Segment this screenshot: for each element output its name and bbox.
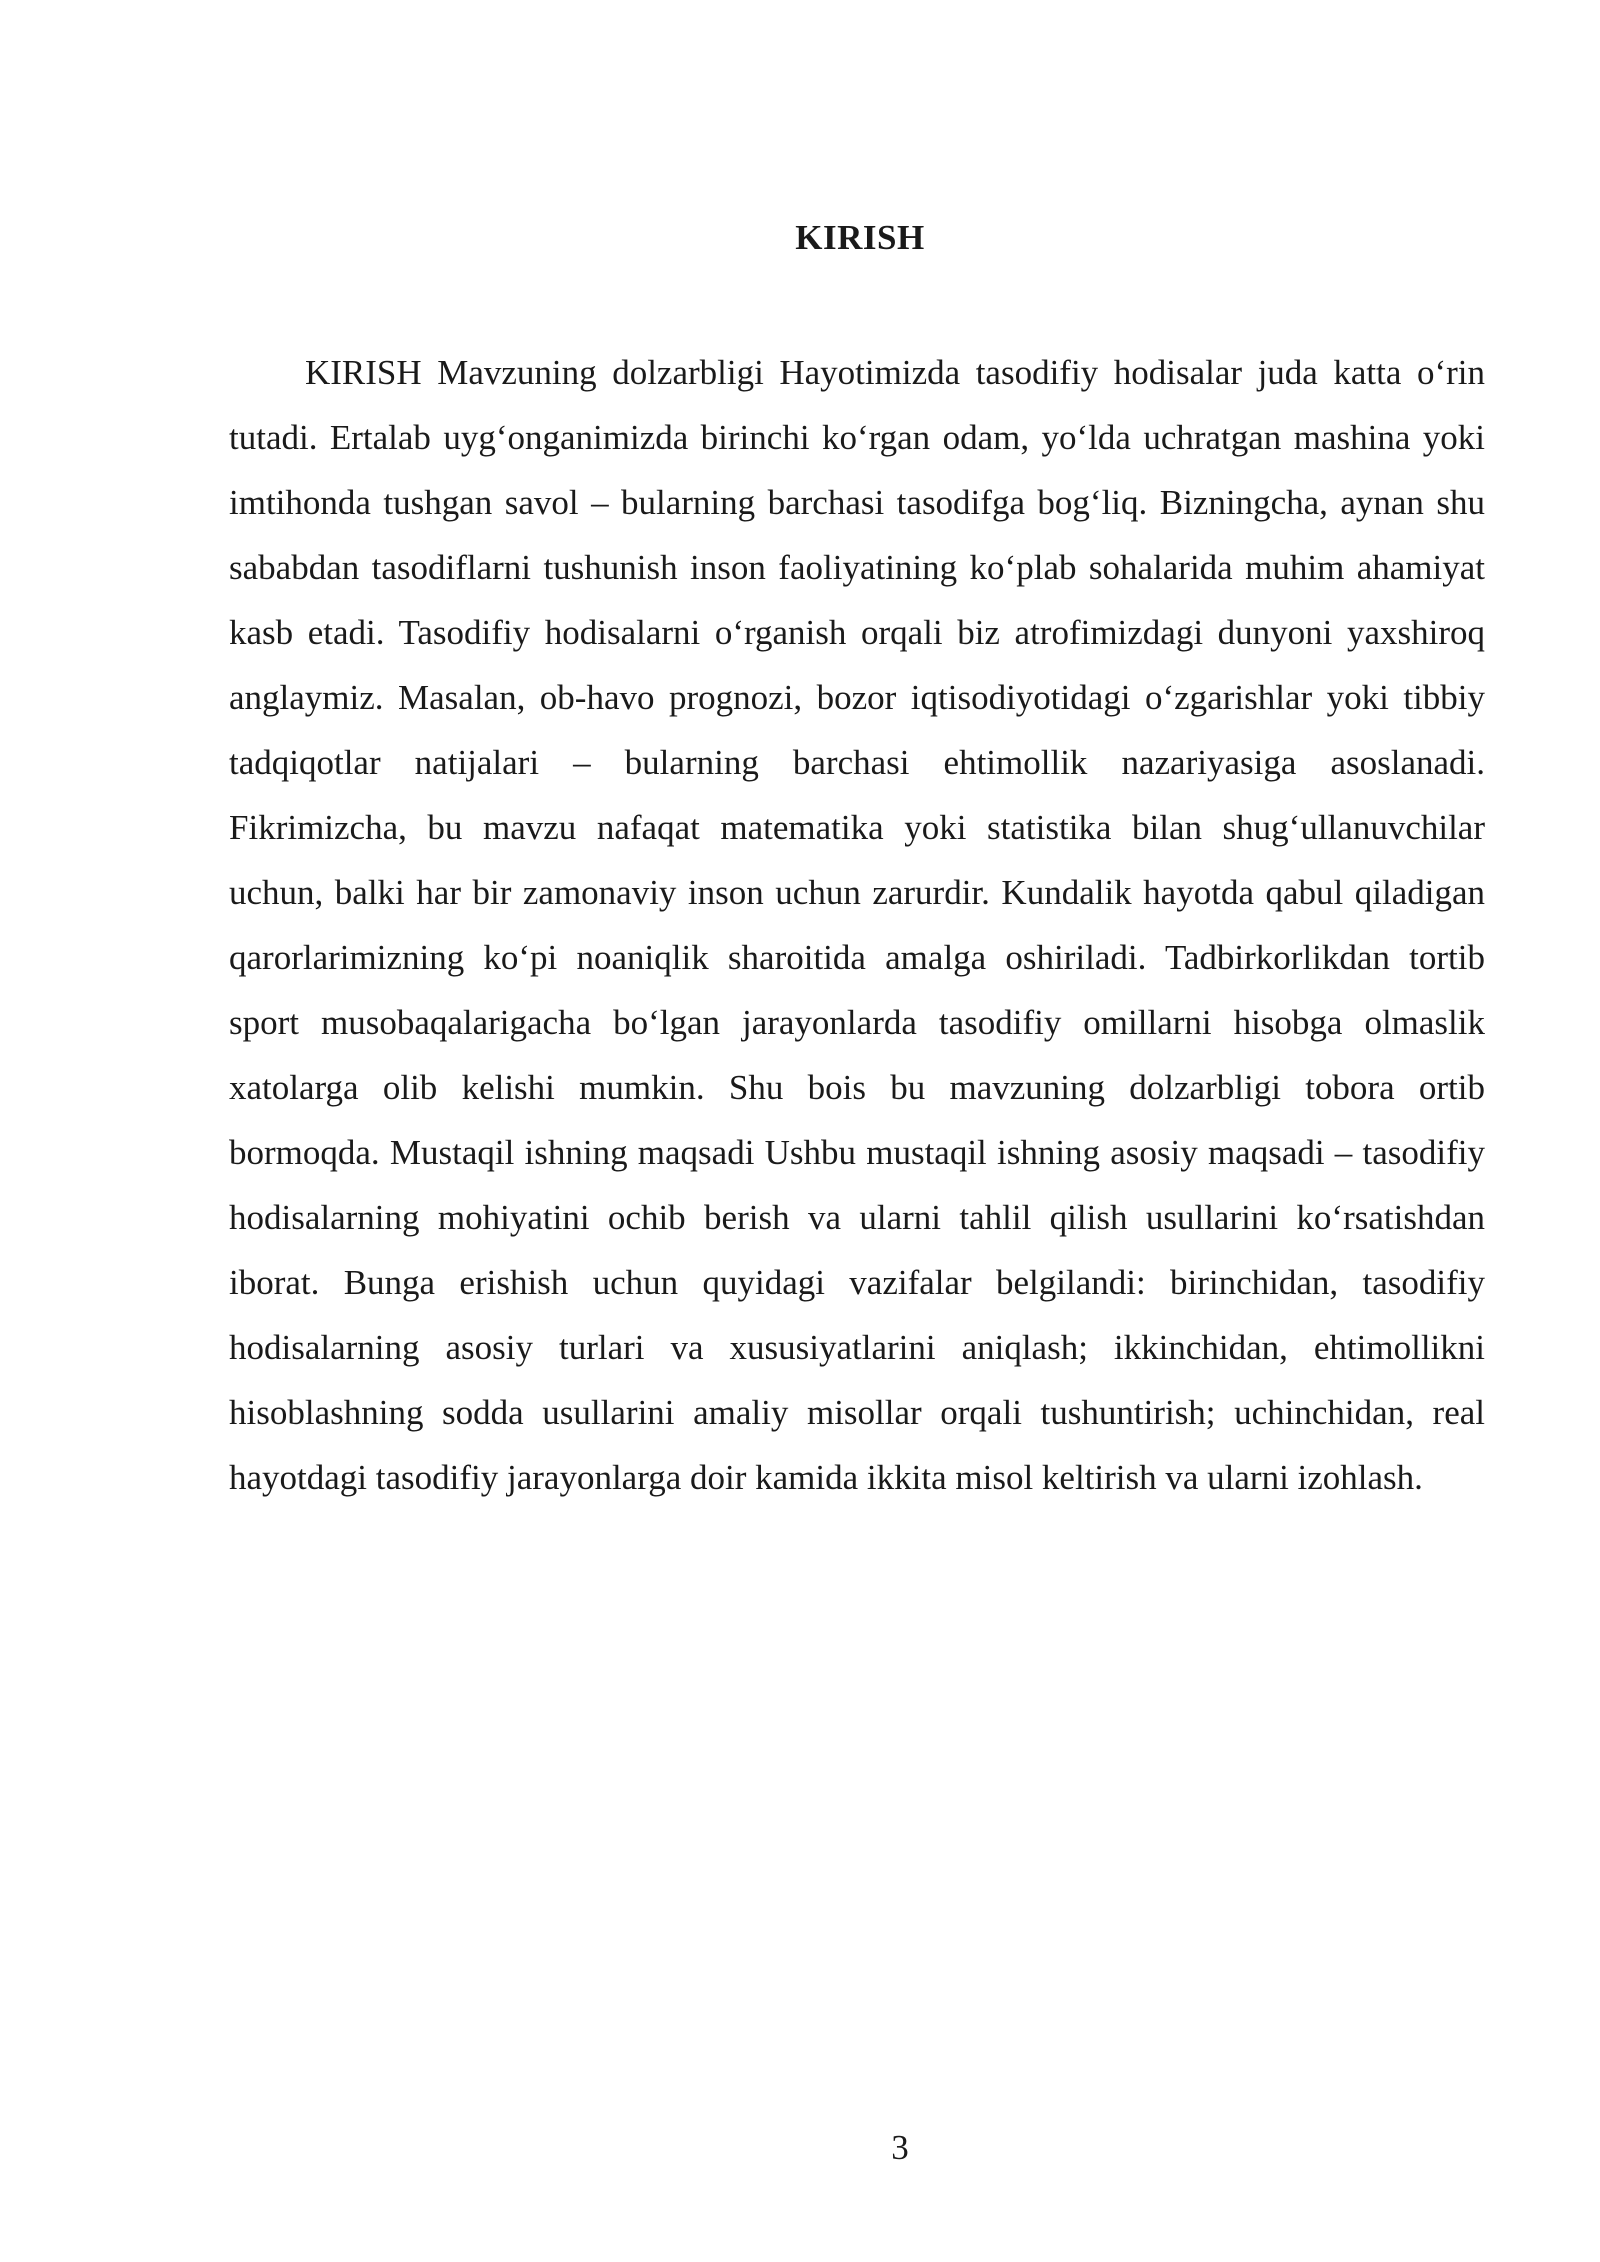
page-number: 3 <box>891 2128 909 2167</box>
page-title: KIRISH <box>795 218 925 257</box>
body-paragraph: KIRISH Mavzuning dolzarbligi Hayotimizda tasodifiy hodisalar juda katta o‘rin tutadi. Ertalab uyg‘onganimizda birinchi ko‘rgan odam, yo‘lda uchratgan mashina yoki imtihonda tushgan savol – bularning barchasi tasodifga bog‘liq. Bizningcha, aynan shu sababdan tasodiflarni tushunish inson faoliyatining ko‘plab sohalarida muhim ahamiyat kasb etadi. Tasodifiy hodisalarni o‘rganish orqali biz atrofimizdagi dunyoni yaxshiroq anglaymiz. Masalan, ob-havo prognozi, bozor iqtisodiyotidagi o‘zgarishlar yoki tibbiy tadqiqotlar natijalari – bularning barchasi ehtimollik nazariyasiga asoslanadi. Fikrimizcha, bu mavzu nafaqat matematika yoki statistika bilan shug‘ullanuvchilar uchun, balki har bir zamonaviy inson uchun zarurdir. Kundalik hayotda qabul qiladigan qarorlarimizning ko‘pi noaniqlik sharoitida amalga oshiriladi. Tadbirkorlikdan tortib sport musobaqalarigacha bo‘lgan jarayonlarda tasodifiy omillarni hisobga olmaslik xatolarga olib kelishi mumkin. Shu bois bu mavzuning dolzarbligi tobora ortib bormoqda. Mustaqil ishning maqsadi Ushbu mustaqil ishning asosiy maqsadi – tasodifiy hodisalarning mohiyatini ochib berish va ularni tahlil qilish usullarini ko‘rsatishdan iborat. Bunga erishish uchun quyidagi vazifalar belgilandi: birinchidan, tasodifiy hodisalarning asosiy turlari va xususiyatlarini aniqlash; ikkinchidan, ehtimollikni hisoblashning sodda usullarini amaliy misollar orqali tushuntirish; uchinchidan, real hayotdagi tasodifiy jarayonlarga doir kamida ikkita misol keltirish va ularni izohlash. <box>229 353 1485 1497</box>
